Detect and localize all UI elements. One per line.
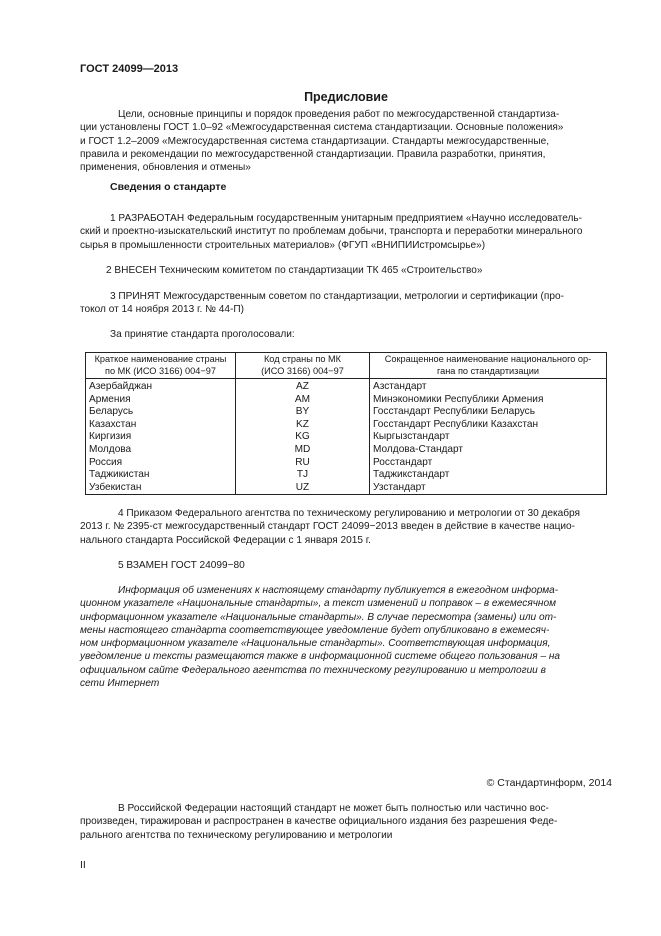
header-line: (ИСО 3166) 004−97 xyxy=(261,365,344,376)
item-5-paragraph xyxy=(80,559,612,572)
text-line: Цели, основные принципы и порядок проведения работ по межгосударственной стандартиза- xyxy=(118,109,560,120)
country-cell: Россия xyxy=(86,457,236,470)
body-cell: Молдова-Стандарт xyxy=(370,444,607,457)
code-cell: MD xyxy=(236,444,370,457)
country-cell: Узбекистан xyxy=(86,482,236,495)
column-header-code xyxy=(236,353,370,379)
text-line: 3 ПРИНЯТ Межгосударственным советом по стандартизации, метрологии и сертификации (про- xyxy=(110,291,564,302)
code-cell: BY xyxy=(236,406,370,419)
item-4-paragraph xyxy=(80,507,612,547)
text-line: 2 ВНЕСЕН Техническим комитетом по стандартизации ТК 465 «Строительство» xyxy=(106,265,483,276)
text-line: 2013 г. № 2395-ст межгосударственный стандарт ГОСТ 24099−2013 введен в действие в качестве нацио- xyxy=(80,521,575,533)
vote-intro xyxy=(80,328,612,341)
page-number: II xyxy=(80,859,86,871)
country-cell: Киргизия xyxy=(86,431,236,444)
header-line: Сокращенное наименование национального ор- xyxy=(384,354,592,364)
header-line: по МК (ИСО 3166) 004−97 xyxy=(105,365,216,376)
text-line: ский и проектно-изыскательский институт по проблемам добычи, транспорта и переработки минерального xyxy=(80,226,583,238)
text-line: и ГОСТ 1.2–2009 «Межгосударственная система стандартизации. Стандарты межгосударственные, xyxy=(80,135,550,147)
text-line: 5 ВЗАМЕН ГОСТ 24099−80 xyxy=(118,560,245,571)
body-cell: Азстандарт xyxy=(370,379,607,394)
table-row xyxy=(86,379,607,394)
item-2-paragraph xyxy=(80,264,612,277)
body-cell: Госстандарт Республики Беларусь xyxy=(370,406,607,419)
text-line: рального агентства по техническому регулированию и метрологии xyxy=(80,829,393,841)
info-paragraph xyxy=(80,584,612,690)
item-1-paragraph xyxy=(80,212,612,252)
header-line: Краткое наименование страны xyxy=(94,354,227,364)
table-row xyxy=(86,431,607,444)
country-cell: Армения xyxy=(86,394,236,407)
text-line: официальном сайте Федерального агентства по техническому регулированию и метрологии в xyxy=(80,664,546,676)
text-line: За принятие стандарта проголосовали: xyxy=(110,329,295,340)
text-line: 4 Приказом Федерального агентства по техническому регулированию и метрологии от 30 декабря xyxy=(118,508,581,519)
text-line: сети Интернет xyxy=(80,678,160,690)
text-line: произведен, тиражирован и распространен в качестве официального издания без разрешения Феде- xyxy=(80,816,558,828)
code-cell: UZ xyxy=(236,482,370,495)
table-header-row xyxy=(86,353,607,379)
text-line: мены настоящего стандарта соответствующее уведомление будет опубликовано в ежемесяч- xyxy=(80,624,550,636)
country-cell: Таджикистан xyxy=(86,469,236,482)
item-3-paragraph xyxy=(80,290,612,317)
text-line: В Российской Федерации настоящий стандарт не может быть полностью или частично вос- xyxy=(118,803,549,814)
body-cell: Минэкономики Республики Армения xyxy=(370,394,607,407)
table-row xyxy=(86,419,607,432)
code-cell: AZ xyxy=(236,379,370,394)
text-line: ции установлены ГОСТ 1.0–92 «Межгосударственная система стандартизации. Основные положения» xyxy=(80,122,564,134)
text-line: 1 РАЗРАБОТАН Федеральным государственным унитарным предприятием «Научно исследователь- xyxy=(110,213,583,224)
body-cell: Росстандарт xyxy=(370,457,607,470)
country-cell: Молдова xyxy=(86,444,236,457)
column-header-body xyxy=(370,353,607,379)
voting-table xyxy=(85,352,607,495)
body-cell: Таджикстандарт xyxy=(370,469,607,482)
column-header-country xyxy=(86,353,236,379)
code-cell: KZ xyxy=(236,419,370,432)
table-row xyxy=(86,482,607,495)
code-cell: TJ xyxy=(236,469,370,482)
text-line: информационном указателе «Национальные стандарты». В случае пересмотра (замены) или от- xyxy=(80,611,557,623)
text-line: нального стандарта Российской Федерации с 1 января 2015 г. xyxy=(80,534,371,546)
country-cell: Азербайджан xyxy=(86,379,236,394)
table-row xyxy=(86,394,607,407)
body-cell: Госстандарт Республики Казахстан xyxy=(370,419,607,432)
reproduction-notice xyxy=(80,802,612,842)
header-line: гана по стандартизации xyxy=(436,365,540,376)
table-row xyxy=(86,457,607,470)
text-line: ном информационном указателе «Национальные стандарты». Соответствующая информация, xyxy=(80,638,551,650)
table-row xyxy=(86,406,607,419)
text-line: правила и рекомендации по межгосударственной стандартизации. Правила разработки, принятия, xyxy=(80,148,546,160)
text-line: ционном указателе «Национальные стандарты», а текст изменений и поправок – в ежемесячном xyxy=(80,598,557,610)
standard-header: ГОСТ 24099—2013 xyxy=(80,63,179,75)
code-cell: RU xyxy=(236,457,370,470)
header-line: Код страны по МК xyxy=(263,354,342,364)
table-row xyxy=(86,469,607,482)
text-line: Информация об изменениях к настоящему стандарту публикуется в ежегодном информа- xyxy=(118,585,559,596)
code-cell: AM xyxy=(236,394,370,407)
intro-paragraph xyxy=(80,108,612,174)
text-line: применения, обновления и отмены» xyxy=(80,162,251,174)
text-line: токол от 14 ноября 2013 г. № 44-П) xyxy=(80,304,244,316)
text-line: уведомление и тексты размещаются также в информационной системе общего пользования – на xyxy=(80,651,561,663)
code-cell: KG xyxy=(236,431,370,444)
copyright-notice: © Стандартинформ, 2014 xyxy=(486,777,612,789)
page-title: Предисловие xyxy=(304,90,388,104)
text-line: сырья в промышленности строительных материалов» (ФГУП «ВНИПИИстромсырье») xyxy=(80,239,486,251)
country-cell: Беларусь xyxy=(86,406,236,419)
body-cell: Кыргызстандарт xyxy=(370,431,607,444)
table-row xyxy=(86,444,607,457)
country-cell: Казахстан xyxy=(86,419,236,432)
section-heading: Сведения о стандарте xyxy=(110,181,227,193)
body-cell: Узстандарт xyxy=(370,482,607,495)
